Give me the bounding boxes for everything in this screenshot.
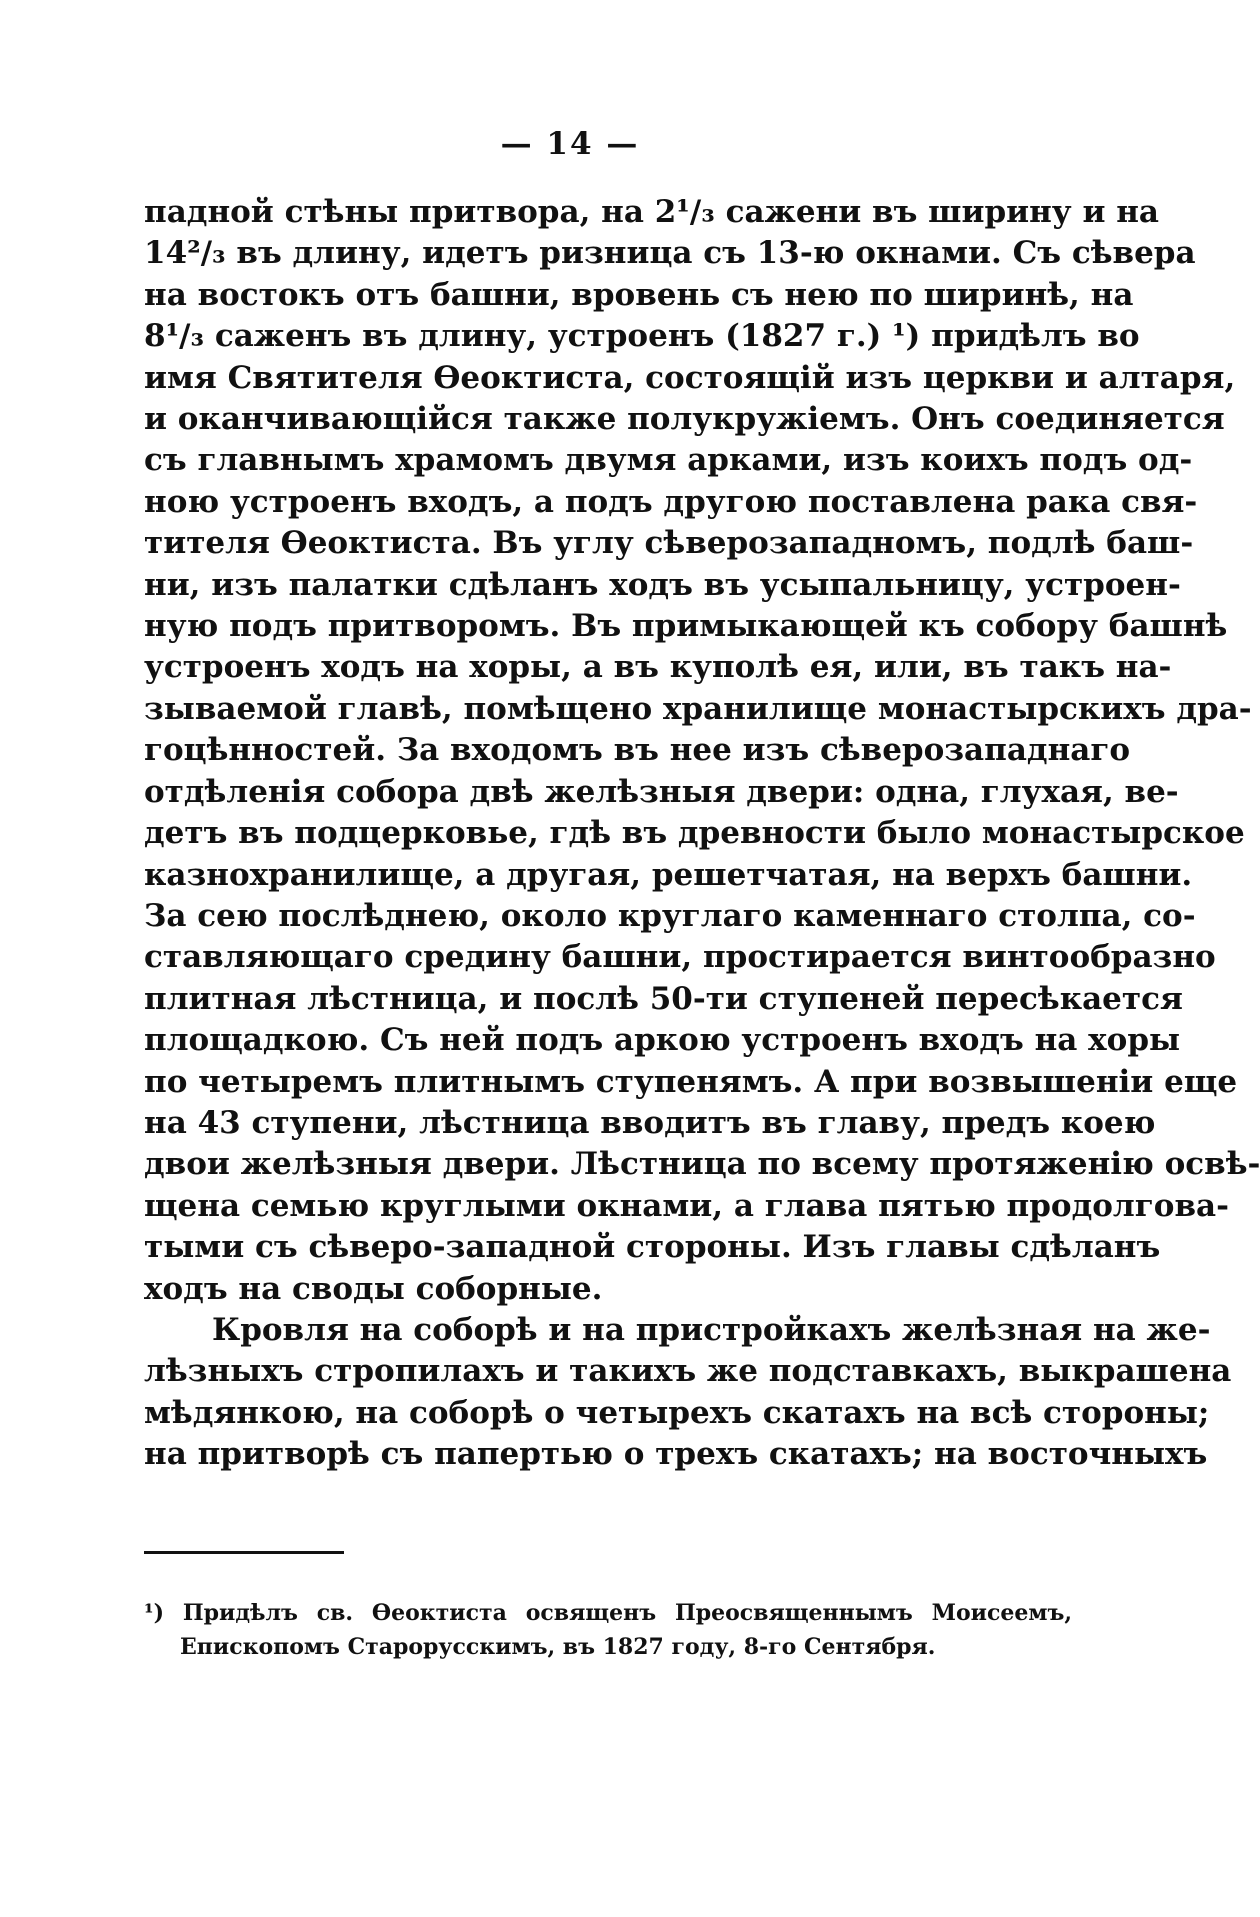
footnote: [144, 1596, 1072, 1664]
text-line: на притворѣ съ папертью о трехъ скатахъ; на восточныхъ: [144, 1436, 1208, 1473]
text-line: казнохранилище, а другая, решетчатая, на верхъ башни.: [144, 856, 1193, 893]
text-line: 8¹/₃ саженъ въ длину, устроенъ (1827 г.) ¹) придѣлъ во: [144, 318, 1140, 355]
text-line: двои желѣзныя двери. Лѣстница по всему протяженію освѣ-: [144, 1146, 1260, 1183]
text-line: гоцѣнностей. За входомъ въ нее изъ сѣверозападнаго: [144, 732, 1131, 769]
text-line: отдѣленія собора двѣ желѣзныя двери: одна, глухая, ве-: [144, 773, 1179, 810]
text-line: плитная лѣстница, и послѣ 50-ти ступеней пересѣкается: [144, 980, 1183, 1017]
text-line: За сею послѣднею, около круглаго каменнаго столпа, со-: [144, 897, 1196, 934]
body-text: [144, 192, 1260, 1476]
text-line: мѣдянкою, на соборѣ о четырехъ скатахъ на всѣ стороны;: [144, 1394, 1210, 1431]
text-line: на востокъ отъ башни, вровень съ нею по ширинѣ, на: [144, 276, 1134, 313]
text-line: щена семью круглыми окнами, а глава пятью продолгова-: [144, 1187, 1229, 1224]
footnote-line: Епископомъ Старорусскимъ, въ 1827 году, 8-го Сентября.: [180, 1634, 936, 1660]
text-line: падной стѣны притвора, на 2¹/₃ сажени въ ширину и на: [144, 194, 1160, 230]
text-line: ходъ на своды соборные.: [144, 1270, 603, 1307]
text-line: лѣзныхъ стропилахъ и такихъ же подставкахъ, выкрашена: [144, 1353, 1232, 1390]
text-line: зываемой главѣ, помѣщено хранилище монастырскихъ дра-: [144, 690, 1252, 727]
text-line: площадкою. Съ ней подъ аркою устроенъ входъ на хоры: [144, 1022, 1181, 1059]
text-line: ную подъ притворомъ. Въ примыкающей къ собору башнѣ: [144, 608, 1228, 645]
text-line: ни, изъ палатки сдѣланъ ходъ въ усыпальницу, устроен-: [144, 566, 1181, 603]
text-line: и оканчивающійся также полукружіемъ. Онъ соединяется: [144, 401, 1225, 438]
text-line: съ главнымъ храмомъ двумя арками, изъ коихъ подъ од-: [144, 442, 1193, 479]
footnote-divider: [144, 1551, 344, 1554]
text-line: ною устроенъ входъ, а подъ другою поставлена рака свя-: [144, 483, 1198, 520]
text-line: тителя Ѳеоктиста. Въ углу сѣверозападномъ, подлѣ баш-: [144, 525, 1194, 562]
text-line: имя Святителя Ѳеоктиста, состоящій изъ церкви и алтаря,: [144, 359, 1236, 396]
text-line: 14²/₃ въ длину, идетъ ризница съ 13-ю окнами. Съ сѣвера: [144, 235, 1196, 272]
text-line: ставляющаго средину башни, простирается винтообразно: [144, 939, 1216, 976]
footnote-line: ¹) Придѣлъ св. Ѳеоктиста освященъ Преосвященнымъ Моисеемъ,: [144, 1600, 1072, 1626]
page-number: — 14 —: [500, 126, 640, 162]
text-line: по четыремъ плитнымъ ступенямъ. А при возвышеніи еще: [144, 1063, 1238, 1100]
text-line: устроенъ ходъ на хоры, а въ куполѣ ея, или, въ такъ на-: [144, 649, 1172, 686]
text-line: на 43 ступени, лѣстница вводитъ въ главу, предъ коею: [144, 1104, 1156, 1141]
text-line: тыми съ сѣверо-западной стороны. Изъ главы сдѣланъ: [144, 1229, 1161, 1266]
text-line: детъ въ подцерковье, гдѣ въ древности было монастырское: [144, 815, 1245, 852]
paragraph-start-line: Кровля на соборѣ и на пристройкахъ желѣзная на же-: [212, 1311, 1211, 1348]
